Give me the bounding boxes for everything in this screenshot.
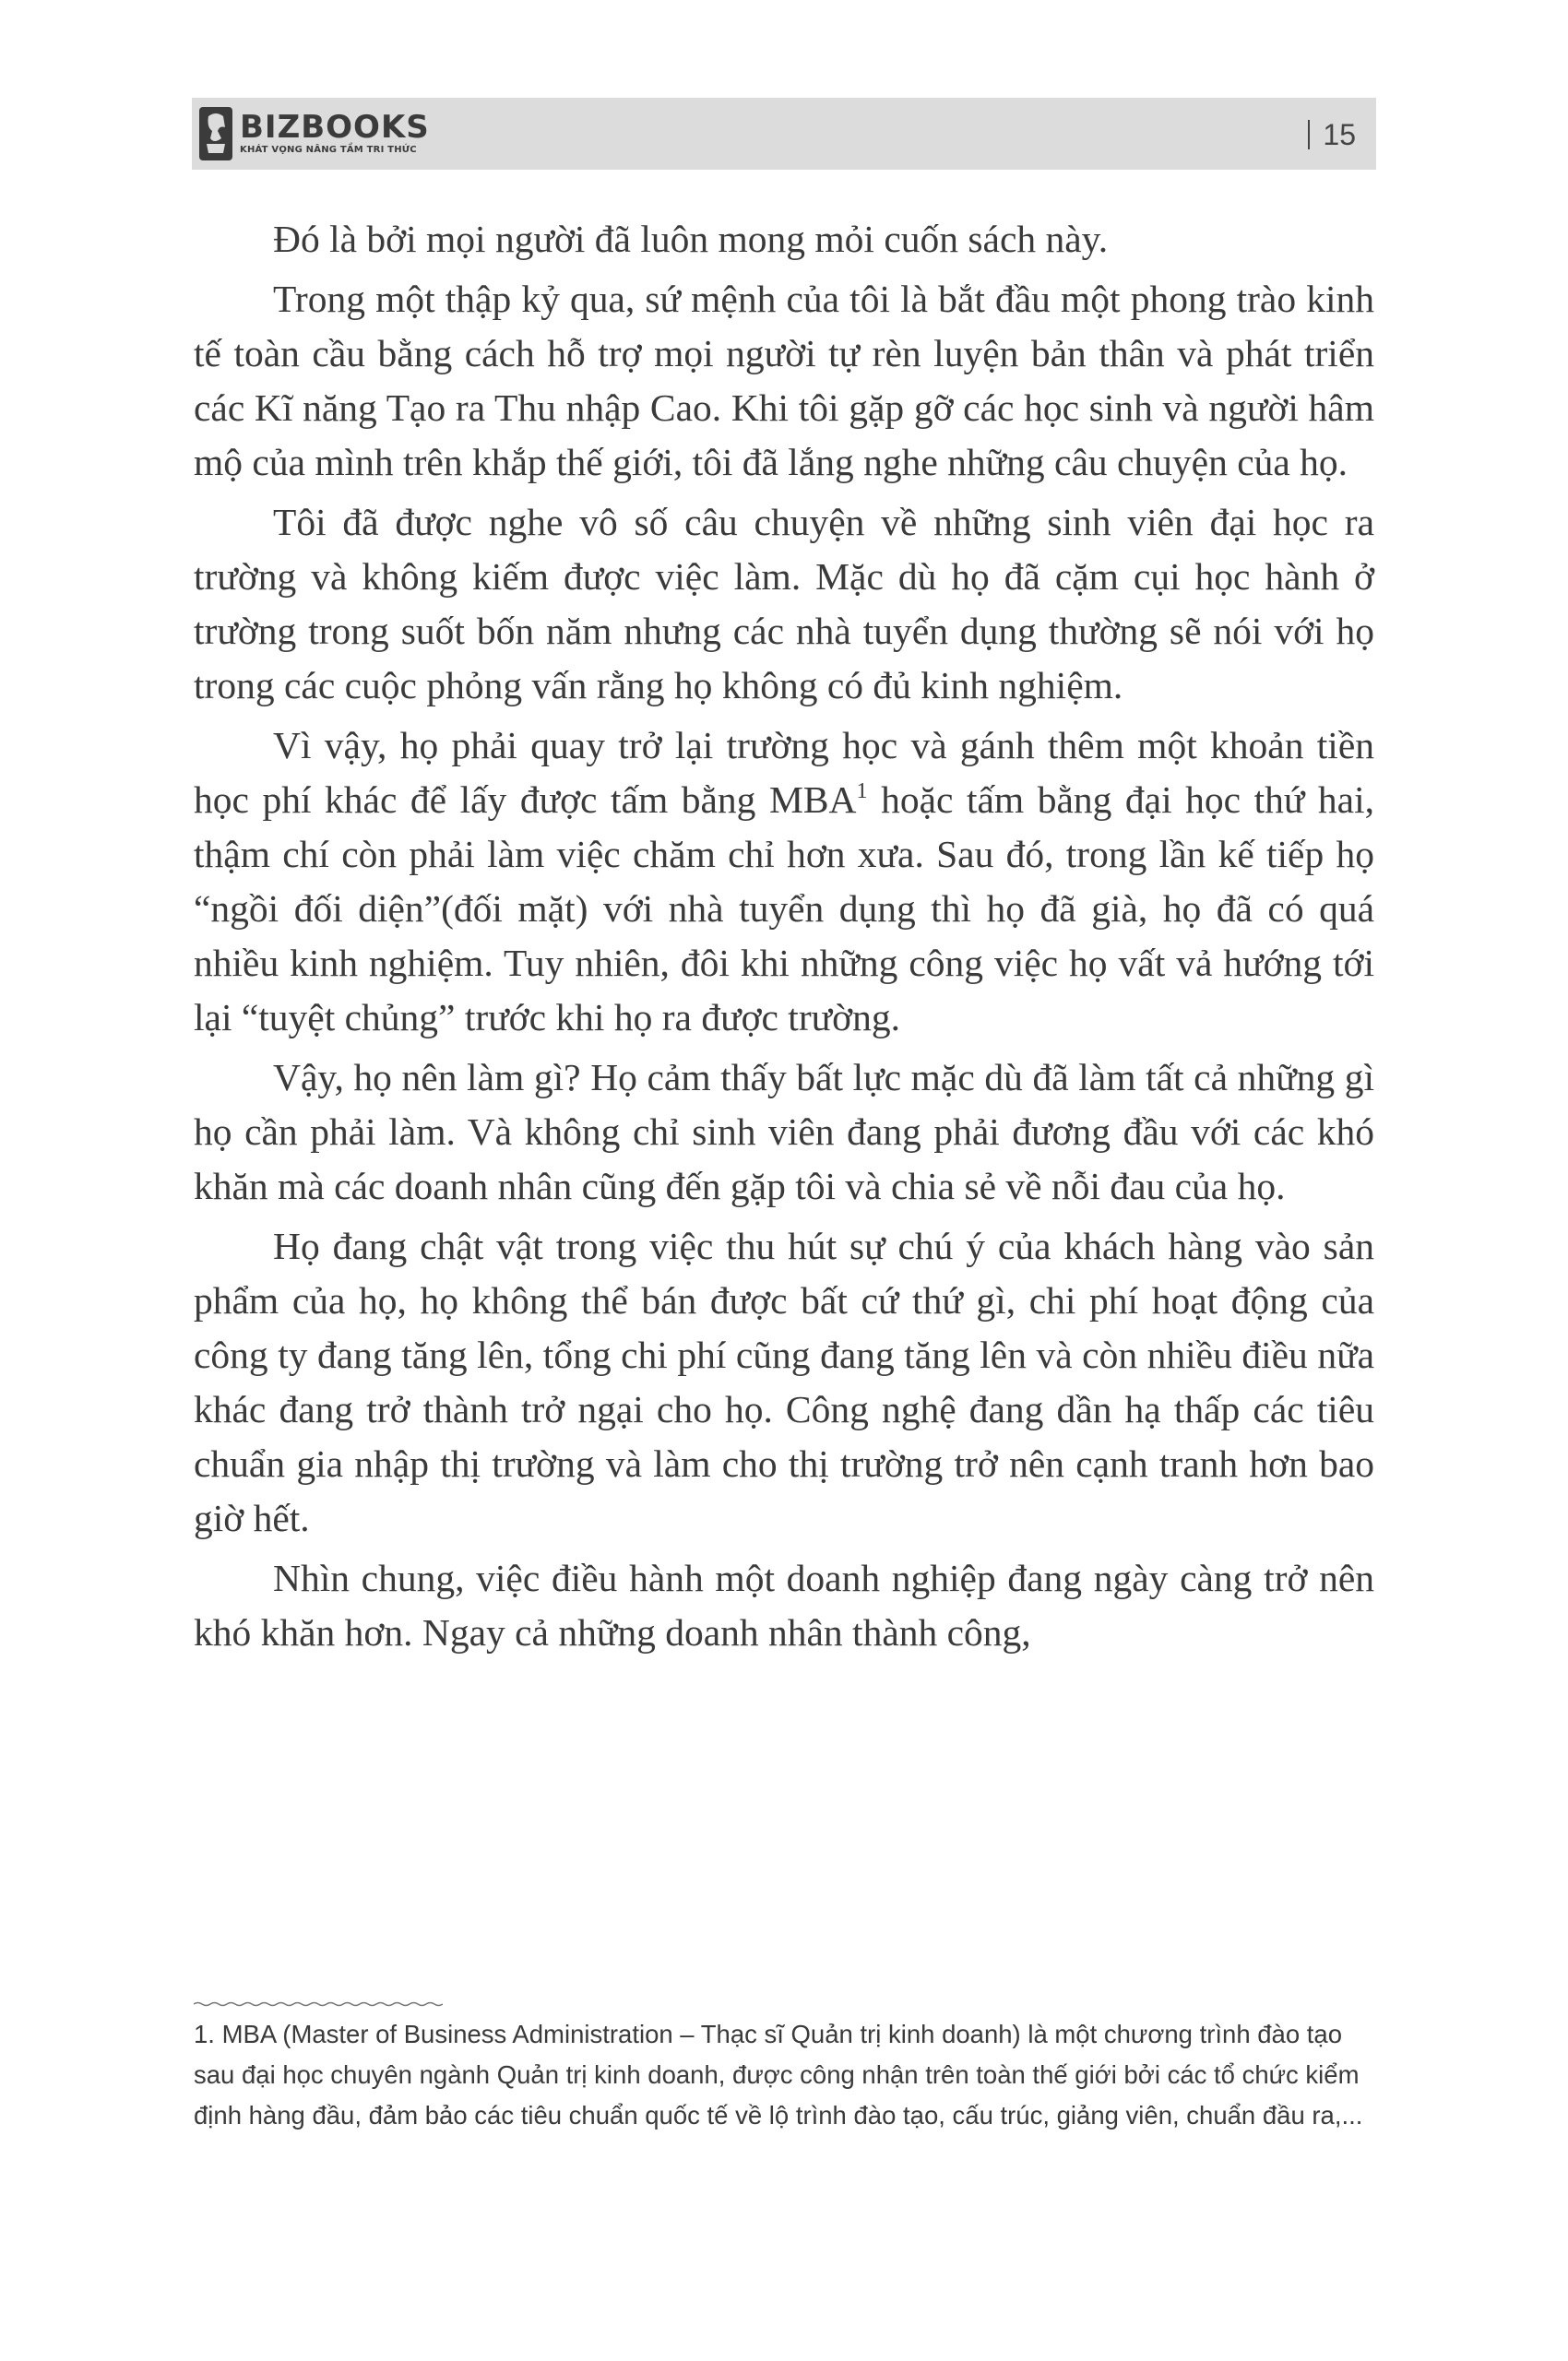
- page-number-container: [1308, 118, 1356, 151]
- main-body-text: [194, 212, 1374, 1666]
- paragraph-5: Vậy, họ nên làm gì? Họ cảm thấy bất lực mặc dù đã làm tất cả những gì họ cần phải làm. Và không chỉ sinh viên đang phải đương đầu với các khó khăn mà các doanh nhân cũng đến gặp tôi và chia sẻ về nỗi đau của họ.: [194, 1056, 1374, 1207]
- publisher-logo: [199, 101, 430, 166]
- paragraph-2: Trong một thập kỷ qua, sứ mệnh của tôi là bắt đầu một phong trào kinh tế toàn cầu bằng cách hỗ trợ mọi người tự rèn luyện bản thân và phát triển các Kĩ năng Tạo ra Thu nhập Cao. Khi tôi gặp gỡ các học sinh và người hâm mộ của mình trên khắp thế giới, tôi đã lắng nghe những câu chuyện của họ.: [194, 278, 1374, 483]
- paragraph-1: Đó là bởi mọi người đã luôn mong mỏi cuốn sách này.: [273, 218, 1109, 260]
- paragraph-3: Tôi đã được nghe vô số câu chuyện về những sinh viên đại học ra trường và không kiếm được việc làm. Mặc dù họ đã cặm cụi học hành ở trường trong suốt bốn năm nhưng các nhà tuyển dụng thường sẽ nói với họ trong các cuộc phỏng vấn rằng họ không có đủ kinh nghiệm.: [194, 501, 1374, 706]
- footnote-reference: 1: [856, 779, 868, 803]
- page-number-separator: [1308, 120, 1310, 149]
- footnote-divider: [194, 2001, 443, 2007]
- paragraph-4-part-2: hoặc tấm bằng đại học thứ hai, thậm chí còn phải làm việc chăm chỉ hơn xưa. Sau đó, trong lần kế tiếp họ “ngồi đối diện”(đối mặt) với nhà tuyển dụng thì họ đã già, họ đã có quá nhiều kinh nghiệm. Tuy nhiên, đôi khi những công việc họ vất vả hướng tới lại “tuyệt chủng” trước khi họ ra được trường.: [194, 778, 1374, 1038]
- paragraph-7: Nhìn chung, việc điều hành một doanh nghiệp đang ngày càng trở nên khó khăn hơn. Ngay cả những doanh nhân thành công,: [194, 1557, 1374, 1654]
- bizbooks-logo-icon: [199, 107, 232, 160]
- brand-name: BIZBOOKS: [240, 109, 430, 146]
- paragraph-4-part-1: Vì vậy, họ phải quay trở lại trường học và gánh thêm một khoản tiền học phí khác để lấy được tấm bằng MBA: [194, 724, 1374, 821]
- page-number: 15: [1323, 118, 1356, 151]
- paragraph-4: [194, 718, 1374, 1045]
- paragraph-6: Họ đang chật vật trong việc thu hút sự chú ý của khách hàng vào sản phẩm của họ, họ không thể bán được bất cứ thứ gì, chi phí hoạt động của công ty đang tăng lên, tổng chi phí cũng đang tăng lên và còn nhiều điều nữa khác đang trở thành trở ngại cho họ. Công nghệ đang dần hạ thấp các tiêu chuẩn gia nhập thị trường và làm cho thị trường trở nên cạnh tranh hơn bao giờ hết.: [194, 1225, 1374, 1539]
- brand-tagline: KHÁT VỌNG NÂNG TẦM TRI THỨC: [240, 145, 417, 155]
- footnote-text: 1. MBA (Master of Business Administration – Thạc sĩ Quản trị kinh doanh) là một chương trình đào tạo sau đại học chuyên ngành Quản trị kinh doanh, được công nhận trên toàn thế giới bởi các tổ chức kiểm định hàng đầu, đảm bảo các tiêu chuẩn quốc tế về lộ trình đào tạo, cấu trúc, giảng viên, chuẩn đầu ra,...: [194, 2020, 1363, 2130]
